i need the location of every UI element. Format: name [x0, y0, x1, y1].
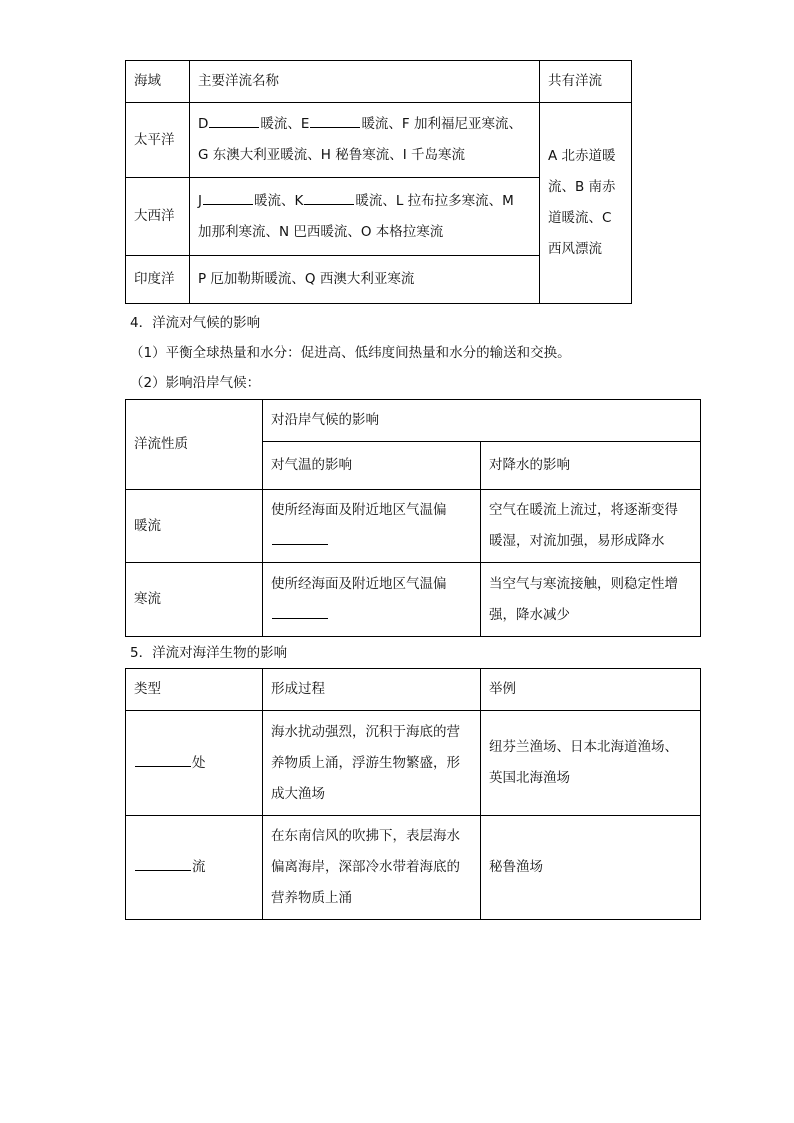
header-process: 形成过程	[263, 669, 481, 711]
pacific-currents: D 暖流、E 暖流、F 加利福尼亚寒流、 G 东澳大利亚暖流、H 秘鲁寒流、I 千岛寒流	[190, 103, 540, 178]
blank-line[interactable]	[203, 190, 253, 205]
header-region: 海域	[126, 61, 190, 103]
type-row1: 处	[126, 711, 263, 816]
warm-rain: 空气在暖流上流过，将逐渐变得 暖湿，对流加强，易形成降水	[481, 490, 701, 563]
region-pacific: 太平洋	[126, 103, 190, 178]
warm-current: 暖流	[126, 490, 263, 563]
cold-current: 寒流	[126, 563, 263, 637]
atlantic-currents: J 暖流、K 暖流、L 拉布拉多寒流、M 加那利寒流、N 巴西暖流、O 本格拉寒流	[190, 178, 540, 256]
blank-line[interactable]	[135, 752, 191, 767]
blank-line[interactable]	[209, 113, 259, 128]
header-shared: 共有洋流	[540, 61, 632, 103]
blank-line[interactable]	[272, 604, 328, 619]
section4-item1: （1）平衡全球热量和水分：促进高、低纬度间热量和水分的输送和交换。	[130, 345, 571, 361]
region-atlantic: 大西洋	[126, 178, 190, 256]
warm-temp: 使所经海面及附近地区气温偏	[263, 490, 481, 563]
cold-rain: 当空气与寒流接触，则稳定性增 强，降水减少	[481, 563, 701, 637]
process-row2: 在东南信风的吹拂下，表层海水 偏离海岸，深部冷水带着海底的 营养物质上涌	[263, 816, 481, 920]
marine-life-table	[125, 668, 701, 920]
climate-impact-table	[125, 399, 701, 637]
example-row1: 纽芬兰渔场、日本北海道渔场、 英国北海渔场	[481, 711, 701, 816]
header-type: 类型	[126, 669, 263, 711]
section4-title: 4．洋流对气候的影响	[130, 315, 261, 331]
section4-item2: （2）影响沿岸气候：	[130, 375, 261, 391]
blank-line[interactable]	[310, 113, 360, 128]
indian-currents: P 厄加勒斯暖流、Q 西澳大利亚寒流	[190, 256, 540, 304]
process-row1: 海水扰动强烈，沉积于海底的营 养物质上涌，浮游生物繁盛，形 成大渔场	[263, 711, 481, 816]
blank-line[interactable]	[272, 530, 328, 545]
shared-currents: A 北赤道暖 流、B 南赤 道暖流、C 西风漂流	[540, 103, 632, 304]
header-temp: 对气温的影响	[263, 442, 481, 490]
type-row2: 流	[126, 816, 263, 920]
region-indian: 印度洋	[126, 256, 190, 304]
header-rain: 对降水的影响	[481, 442, 701, 490]
cold-temp: 使所经海面及附近地区气温偏	[263, 563, 481, 637]
blank-line[interactable]	[304, 190, 354, 205]
example-row2: 秘鲁渔场	[481, 816, 701, 920]
header-effect: 对沿岸气候的影响	[263, 400, 701, 442]
blank-line[interactable]	[135, 856, 191, 871]
ocean-currents-table	[125, 60, 632, 304]
section5-title: 5．洋流对海洋生物的影响	[130, 645, 288, 661]
header-example: 举例	[481, 669, 701, 711]
header-nature: 洋流性质	[126, 400, 263, 490]
header-currents: 主要洋流名称	[190, 61, 540, 103]
